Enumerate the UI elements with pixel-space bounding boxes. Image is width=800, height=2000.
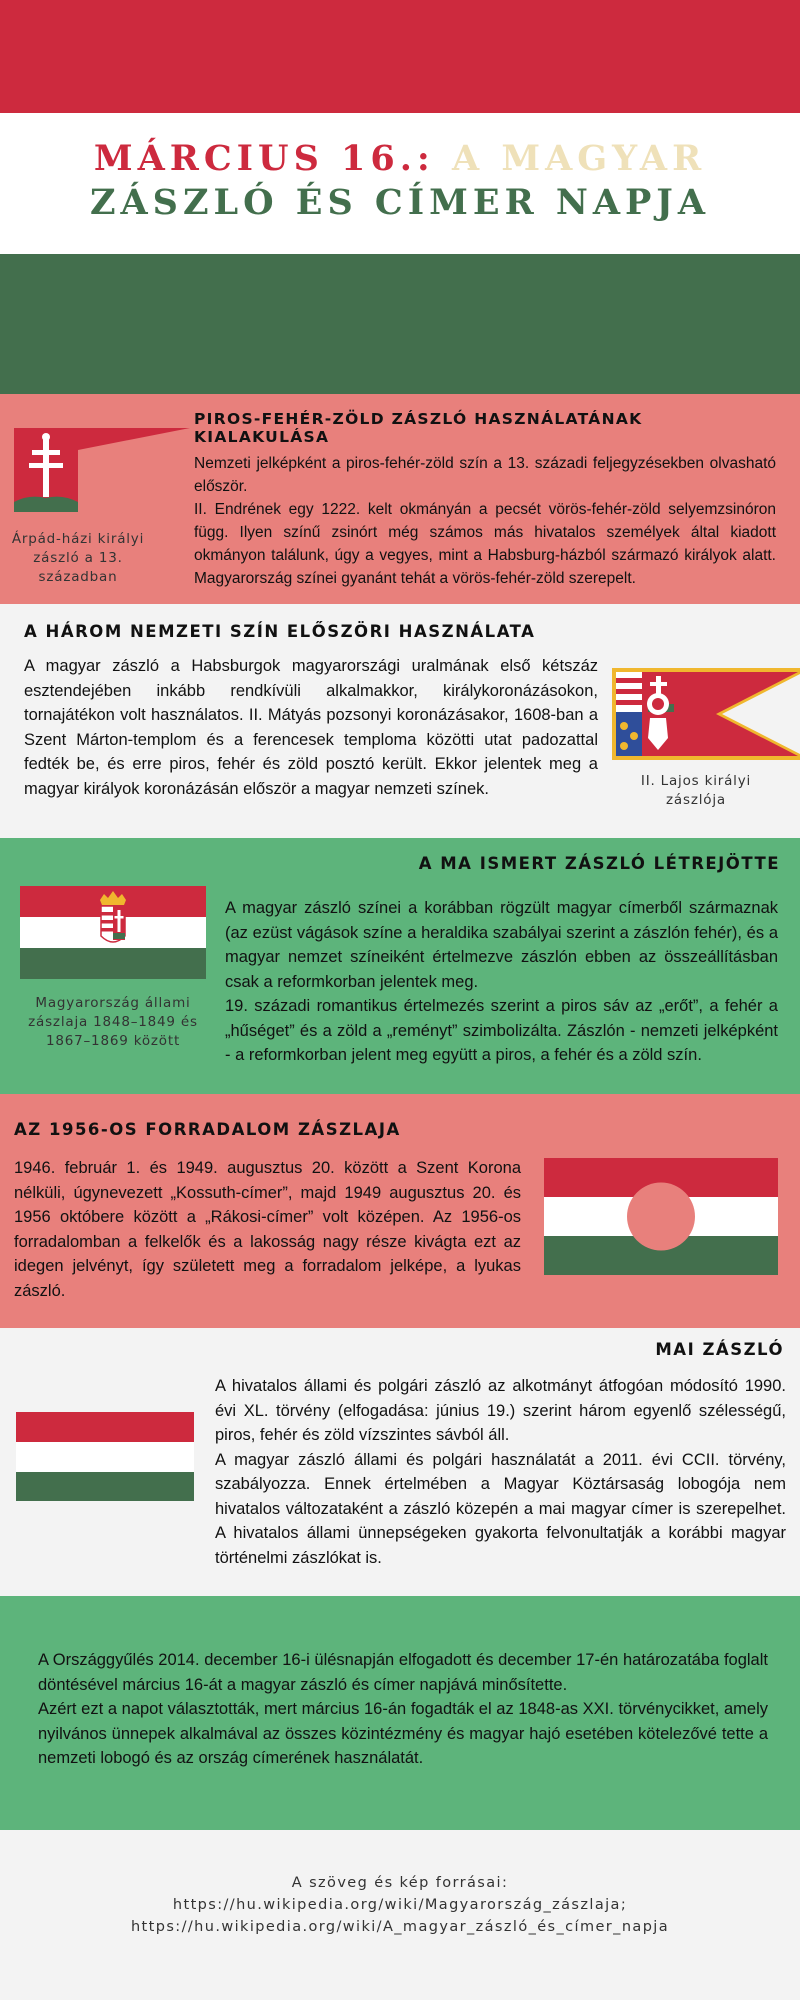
flag-1848-caption: Magyarország állami zászlaja 1848–1849 és 1867–1869 között <box>28 995 198 1049</box>
header-red-band <box>0 0 800 113</box>
arpad-flag-image <box>14 428 190 518</box>
section-3-paragraph-1: A magyar zászló színei a korábban rögzült magyar címerből származnak (az ezüst vágások színe a heraldika szabályai szerint a zászlón fehér), és a magyar nemzet színeiként értelmezve zászlón ebben az összeállításban csak a reformkorban jelentek meg. <box>225 899 778 991</box>
current-flag-image <box>16 1412 194 1501</box>
section-5-paragraph-1: A hivatalos állami és polgári zászló az alkotmányt átfogóan módosító 1990. évi XL. törvény (elfogadása: június 19.) szerint három egyenlő szélességű, piros, fehér és zöld vízszintes sávból áll. <box>215 1377 786 1444</box>
source-link-1[interactable]: https://hu.wikipedia.org/wiki/Magyarország_zászlaja; <box>172 1897 628 1913</box>
section-2-heading: A HÁROM NEMZETI SZÍN ELŐSZÖRI HASZNÁLATA <box>24 622 536 641</box>
arpad-flag-caption: Árpád-házi királyi zászló a 13. században <box>11 531 145 585</box>
section-arpad <box>0 394 800 604</box>
page-title <box>0 137 800 225</box>
section-4-heading: AZ 1956-OS FORRADALOM ZÁSZLAJA <box>14 1120 401 1139</box>
title-part-red: MÁRCIUS 16.: <box>93 138 435 179</box>
sources-footer <box>0 1830 800 2000</box>
lajos-flag-caption: II. Lajos királyi zászlója <box>640 773 752 808</box>
closing-paragraph-1: A Országgyűlés 2014. december 16-i ülésnapján elfogadott és december 17-én határozatába foglalt döntésével március 16-át a magyar zászló és címer napjává minősítette. <box>38 1651 768 1694</box>
section-2-paragraph-1: A magyar zászló a Habsburgok magyarországi uralmának első kétszáz esztendejében inkább rendkívüli alkalmakkor, királykoronázásokon, tornajátékon volt használatos. II. Mátyás pozsonyi koronázásakor, 1608-ban a Szent Márton-templom és a ferencesek temploma közötti utat padozattal fedték be, és erre piros, fehér és zöld posztó került. Ekkor jelentek meg a magyar királyok koronázásán először a magyar nemzeti színek. <box>24 657 598 798</box>
section-1-paragraph-1: Nemzeti jelképként a piros-fehér-zöld szín a 13. századi feljegyzésekben olvasható először. <box>194 455 776 495</box>
title-part-gold: A MAGYAR <box>452 138 707 179</box>
section-closing <box>0 1596 800 1830</box>
header-white-band <box>0 113 800 254</box>
closing-paragraph-2: Azért ezt a napot választották, mert március 16-án fogadták el az 1848-as XXI. törvénycikket, amely nyilvános ünnepek alkalmával az összes közintézmény és magyar hajó esetében kötelezővé tette a nemzeti lobogó és az ország címerének használatát. <box>38 1700 768 1767</box>
section-1956 <box>0 1094 800 1328</box>
section-1-heading: PIROS-FEHÉR-ZÖLD ZÁSZLÓ HASZNÁLATÁNAK KIALAKULÁSA <box>194 410 643 446</box>
section-3-heading: A MA ISMERT ZÁSZLÓ LÉTREJÖTTE <box>418 854 780 873</box>
source-link-2[interactable]: https://hu.wikipedia.org/wiki/A_magyar_zászló_és_címer_napja <box>130 1919 670 1935</box>
sources-label: A szöveg és kép forrásai: <box>291 1875 509 1891</box>
section-3-paragraph-2: 19. századi romantikus értelmezés szerint a piros sáv az „erőt”, a fehér a „hűséget” és a zöld a „reményt” szimbolizálta. Zászlón - nemzeti jelképként - a reformkorban jelent meg együtt a piros, a fehér és a zöld szín. <box>225 997 778 1064</box>
flag-1848-image <box>20 886 206 979</box>
section-4-paragraph-1: 1946. február 1. és 1949. augusztus 20. között a Szent Korona nélküli, úgynevezett „Kossuth-címer”, majd 1949 augusztus 20. és 1956 októbere között a „Rákosi-címer” volt középen. Az 1956-os forradalomban a felkelők és a lakosság nagy része kivágta ezt az idegen jelvényt, így született meg a forradalom jelképe, a lyukas zászló. <box>14 1159 521 1300</box>
section-modern-flag <box>0 838 800 1094</box>
title-line-2: ZÁSZLÓ ÉS CÍMER NAPJA <box>89 182 711 223</box>
flag-1956-image <box>544 1158 778 1275</box>
section-current-flag <box>0 1328 800 1596</box>
lajos-flag-image <box>612 666 800 762</box>
section-5-paragraph-2: A magyar zászló állami és polgári használatát a 2011. évi CCII. törvény, szabályozza. Ennek értelmében a Magyar Köztársaság lobogója nem hivatalos változataként a zászló közepén a mai magyar címer is szerepelhet. A hivatalos állami ünnepségeken gyakorta felvonultatják a korábbi magyar történelmi zászlókat is. <box>215 1450 786 1567</box>
section-5-heading: MAI ZÁSZLÓ <box>655 1340 784 1359</box>
section-1-paragraph-2: II. Endrének egy 1222. kelt okmányán a pecsét vörös-fehér-zöld selyemzsinóron függ. Ilyen színű zsinórt még számos más hivatalos személyek által kiadott okmányon találunk, úgy a vegyes, mint a Habsburg-házból származó királyok alatt. Magyarország színei gyanánt tehát a vörös-fehér-zöld szerepelt. <box>194 501 776 587</box>
header-green-band <box>0 254 800 394</box>
section-lajos <box>0 604 800 838</box>
